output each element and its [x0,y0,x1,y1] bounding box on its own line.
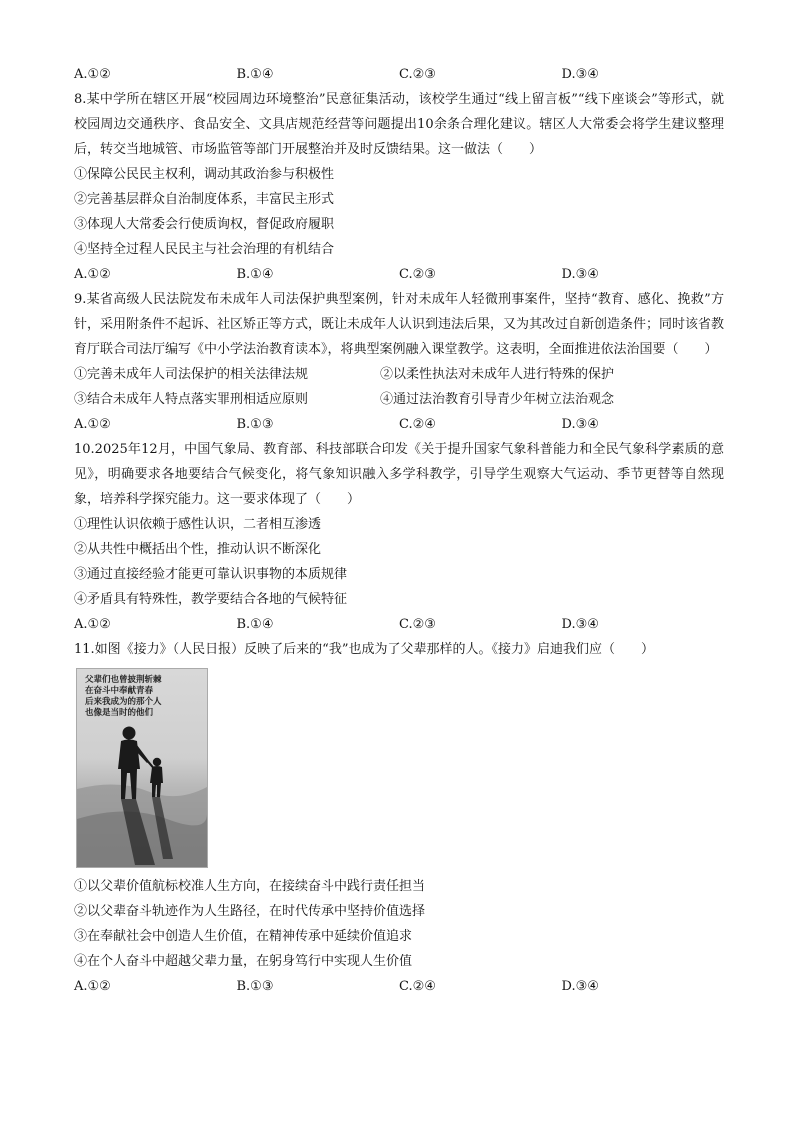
q8-item-1: ①保障公民民主权利，调动其政治参与积极性 [74,167,335,182]
q8-option-c: C.②③ [399,267,436,282]
q9-option-a: A.①② [74,417,111,432]
q9-option-d: D.③④ [561,417,599,432]
q9-items-row-1 [74,362,724,387]
relay-poster-image [76,668,208,868]
poster-line-4: 也像是当时的他们 [85,708,154,718]
q9-stem: 9.某省高级人民法院发布未成年人司法保护典型案例，针对未成年人轻微刑事案件，坚持“教育、感化、挽救”方针，采用附条件不起诉、社区矫正等方式，既让未成年人认识到违法后果，又为其改过自新创造条件；同时该省教育厅联合司法厅编写《中小学法治教育读本》，将典型案例融入课堂教学。这表明，全面推进依法治国要（ ） [74,292,725,357]
q8-option-a: A.①② [74,267,111,282]
q11-item-4: ④在个人奋斗中超越父辈力量，在躬身笃行中实现人生价值 [74,954,413,969]
q8-item-3: ③体现人大常委会行使质询权，督促政府履职 [74,217,335,232]
q9-item-3: ③结合未成年人特点落实罪刑相适应原则 [74,392,309,407]
q10-item-2: ②从共性中概括出个性，推动认识不断深化 [74,542,322,557]
q8-item-2: ②完善基层群众自治制度体系，丰富民主形式 [74,192,335,207]
q11-options [74,974,724,999]
poster-line-2: 在奋斗中奉献青春 [85,686,154,696]
q10-option-a: A.①② [74,617,111,632]
exam-page [74,62,724,999]
q7-option-b: B.①④ [236,67,274,82]
q11-option-b: B.①③ [236,979,274,994]
q10-item-4: ④矛盾具有特殊性，教学要结合各地的气候特征 [74,592,348,607]
q7-options [74,62,724,87]
q8-stem: 8.某中学所在辖区开展“校园周边环境整治”民意征集活动，该校学生通过“线上留言板”“线下座谈会”等形式，就校园周边交通秩序、食品安全、文具店规范经营等问题提出10余条合理化建议。辖区人大常委会将学生建议整理后，转交当地城管、市场监管等部门开展整治并及时反馈结果。这一做法（ ） [74,92,724,157]
poster-caption [85,675,203,719]
q9-item-4: ④通过法治教育引导青少年树立法治观念 [380,392,615,407]
q8-option-d: D.③④ [561,267,599,282]
q9-option-c: C.②④ [399,417,436,432]
q10-item-3: ③通过直接经验才能更可靠认识事物的本质规律 [74,567,348,582]
q7-option-c: C.②③ [399,67,436,82]
q7-option-d: D.③④ [561,67,599,82]
q11-stem: 11.如图《接力》（人民日报）反映了后来的“我”也成为了父辈那样的人。《接力》启迪我们应（ ） [74,642,654,657]
q7-option-a: A.①② [74,67,111,82]
q9-item-1: ①完善未成年人司法保护的相关法律法规 [74,367,309,382]
q11-item-3: ③在奉献社会中创造人生价值，在精神传承中延续价值追求 [74,929,413,944]
q9-options [74,412,724,437]
q8-item-4: ④坚持全过程人民民主与社会治理的有机结合 [74,242,335,257]
q9-item-2: ②以柔性执法对未成年人进行特殊的保护 [380,367,615,382]
q8-option-b: B.①④ [236,267,274,282]
q9-items-row-2 [74,387,724,412]
q11-option-c: C.②④ [399,979,436,994]
q10-option-d: D.③④ [561,617,599,632]
poster-line-3: 后来我成为的那个人 [85,697,162,707]
q11-option-a: A.①② [74,979,111,994]
q10-item-1: ①理性认识依赖于感性认识，二者相互渗透 [74,517,322,532]
q11-option-d: D.③④ [561,979,599,994]
poster-line-1: 父辈们也曾披荆斩棘 [85,675,162,685]
q8-options [74,262,724,287]
q11-item-2: ②以父辈奋斗轨迹作为人生路径，在时代传承中坚持价值选择 [74,904,426,919]
q10-stem: 10.2025年12月，中国气象局、教育部、科技部联合印发《关于提升国家气象科普能力和全民气象科学素质的意见》，明确要求各地要结合气候变化，将气象知识融入多学科教学，引导学生观察大气运动、季节更替等自然现象，培养科学探究能力。这一要求体现了（ ） [74,442,724,507]
q11-item-1: ①以父辈价值航标校准人生方向，在接续奋斗中践行责任担当 [74,879,426,894]
q10-options [74,612,724,637]
q10-option-b: B.①④ [236,617,274,632]
q10-option-c: C.②③ [399,617,436,632]
q9-option-b: B.①③ [236,417,274,432]
